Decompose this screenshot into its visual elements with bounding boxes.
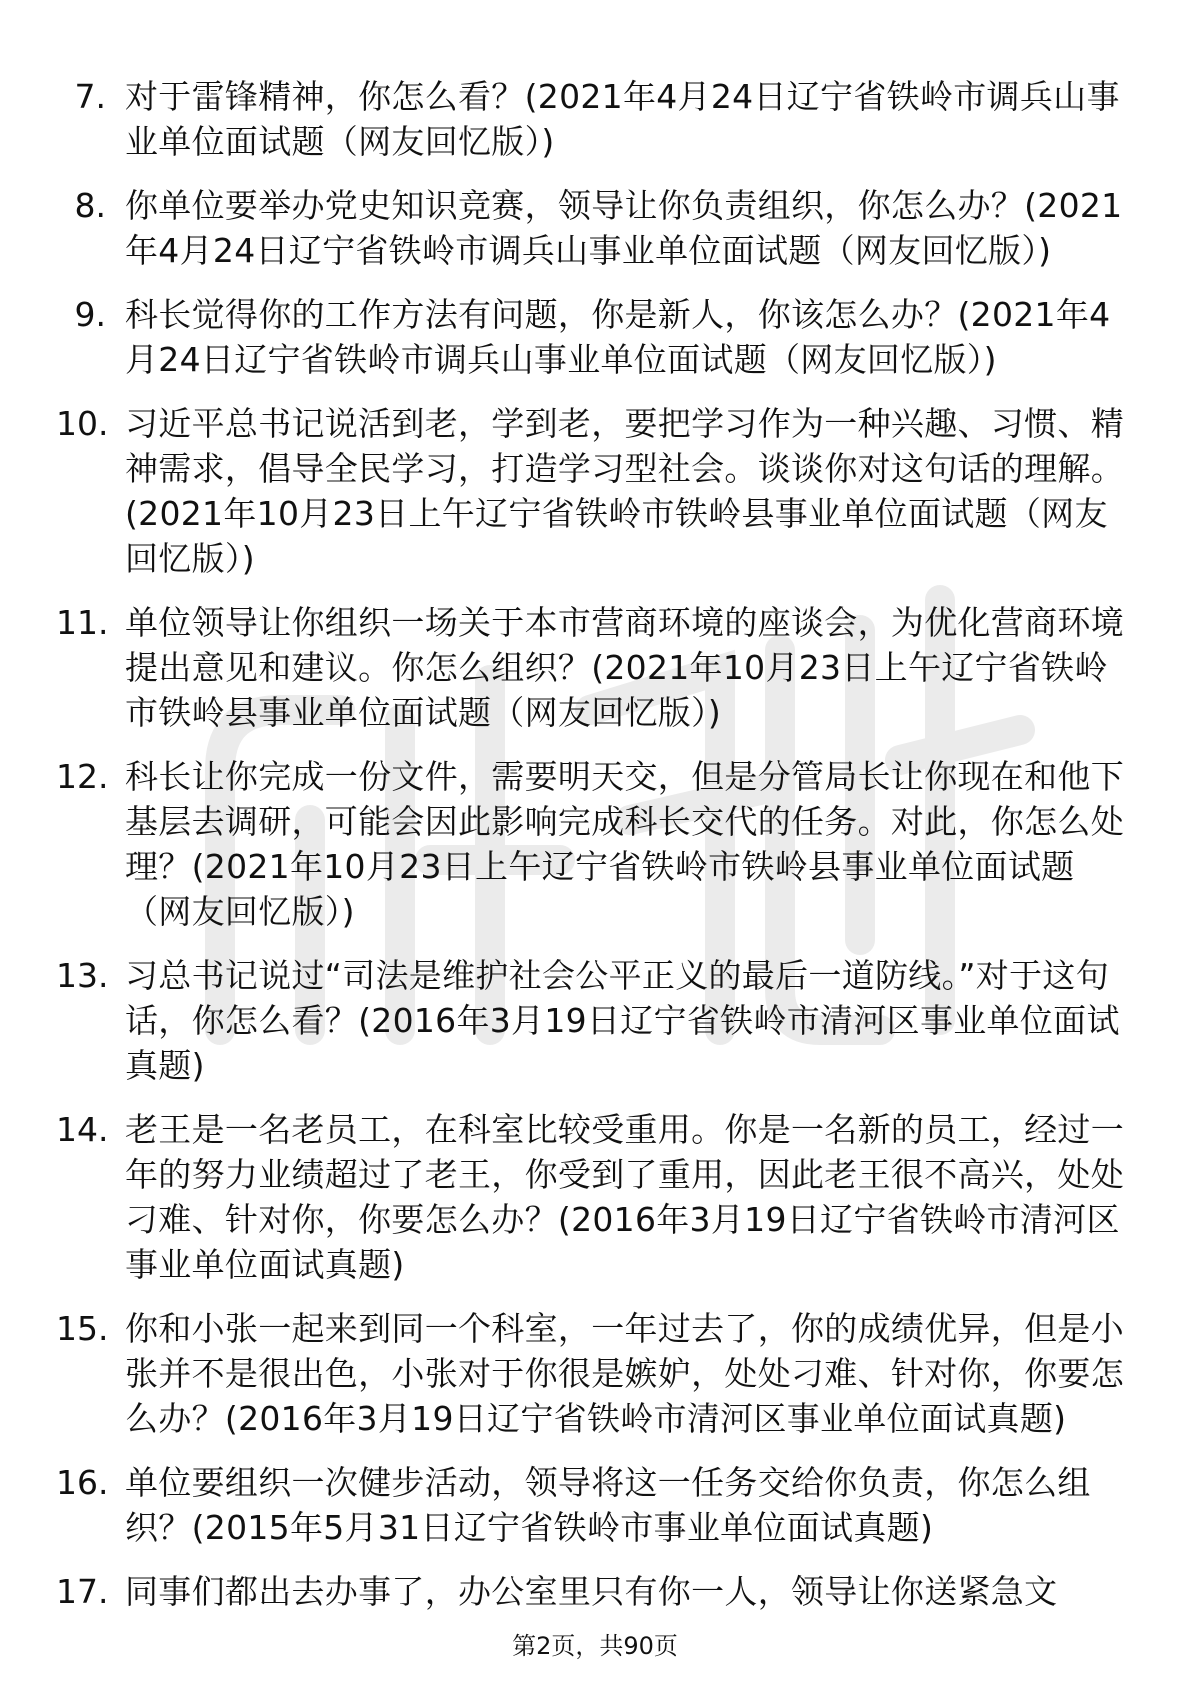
question-item xyxy=(0,183,1190,273)
question-item xyxy=(0,754,1190,934)
page-footer: 第2页，共90页 xyxy=(512,1632,678,1660)
question-list xyxy=(0,74,1190,1633)
question-number: 15. xyxy=(56,1309,109,1348)
question-text: 科长觉得你的工作方法有问题，你是新人，你该怎么办？(2021年4月24日辽宁省铁岭市调兵山事业单位面试题（网友回忆版）) xyxy=(125,295,1111,379)
question-text: 同事们都出去办事了，办公室里只有你一人，领导让你送紧急文 xyxy=(125,1572,1058,1611)
question-item xyxy=(0,1460,1190,1550)
question-text: 科长让你完成一份文件，需要明天交，但是分管局长让你现在和他下基层去调研，可能会因此影响完成科长交代的任务。对此，你怎么处理？(2021年10月23日上午辽宁省铁岭市铁岭县事业单位面试题（网友回忆版）) xyxy=(125,757,1124,931)
question-text: 你和小张一起来到同一个科室，一年过去了，你的成绩优异，但是小张并不是很出色，小张对于你很是嫉妒，处处刁难、针对你，你要怎么办？(2016年3月19日辽宁省铁岭市清河区事业单位面试真题) xyxy=(125,1309,1124,1438)
question-text: 对于雷锋精神，你怎么看？(2021年4月24日辽宁省铁岭市调兵山事业单位面试题（网友回忆版）) xyxy=(125,77,1120,161)
question-number: 7. xyxy=(74,77,106,116)
question-text: 单位领导让你组织一场关于本市营商环境的座谈会，为优化营商环境提出意见和建议。你怎么组织？(2021年10月23日上午辽宁省铁岭市铁岭县事业单位面试题（网友回忆版）) xyxy=(125,603,1124,732)
question-number: 14. xyxy=(56,1110,109,1149)
question-number: 16. xyxy=(56,1463,109,1502)
question-number: 12. xyxy=(56,757,109,796)
question-item xyxy=(0,1569,1190,1614)
question-text: 老王是一名老员工，在科室比较受重用。你是一名新的员工，经过一年的努力业绩超过了老王，你受到了重用，因此老王很不高兴，处处刁难、针对你，你要怎么办？(2016年3月19日辽宁省铁岭市清河区事业单位面试真题) xyxy=(125,1110,1124,1284)
question-number: 17. xyxy=(56,1572,109,1611)
question-number: 11. xyxy=(56,603,109,642)
question-text: 习近平总书记说活到老，学到老，要把学习作为一种兴趣、习惯、精神需求，倡导全民学习，打造学习型社会。谈谈你对这句话的理解。(2021年10月23日上午辽宁省铁岭市铁岭县事业单位面试题（网友回忆版）) xyxy=(125,404,1124,578)
question-number: 9. xyxy=(74,295,106,334)
question-item xyxy=(0,953,1190,1088)
question-text: 习总书记说过“司法是维护社会公平正义的最后一道防线。”对于这句话，你怎么看？(2016年3月19日辽宁省铁岭市清河区事业单位面试真题) xyxy=(125,956,1120,1085)
question-item xyxy=(0,1306,1190,1441)
question-number: 10. xyxy=(56,404,109,443)
question-item xyxy=(0,401,1190,581)
question-item xyxy=(0,74,1190,164)
question-item xyxy=(0,1107,1190,1287)
question-number: 13. xyxy=(56,956,109,995)
question-number: 8. xyxy=(74,186,106,225)
question-text: 单位要组织一次健步活动，领导将这一任务交给你负责，你怎么组织？(2015年5月31日辽宁省铁岭市事业单位面试真题) xyxy=(125,1463,1091,1547)
question-item xyxy=(0,600,1190,735)
question-item xyxy=(0,292,1190,382)
question-text: 你单位要举办党史知识竞赛，领导让你负责组织，你怎么办？(2021年4月24日辽宁省铁岭市调兵山事业单位面试题（网友回忆版）) xyxy=(125,186,1123,270)
